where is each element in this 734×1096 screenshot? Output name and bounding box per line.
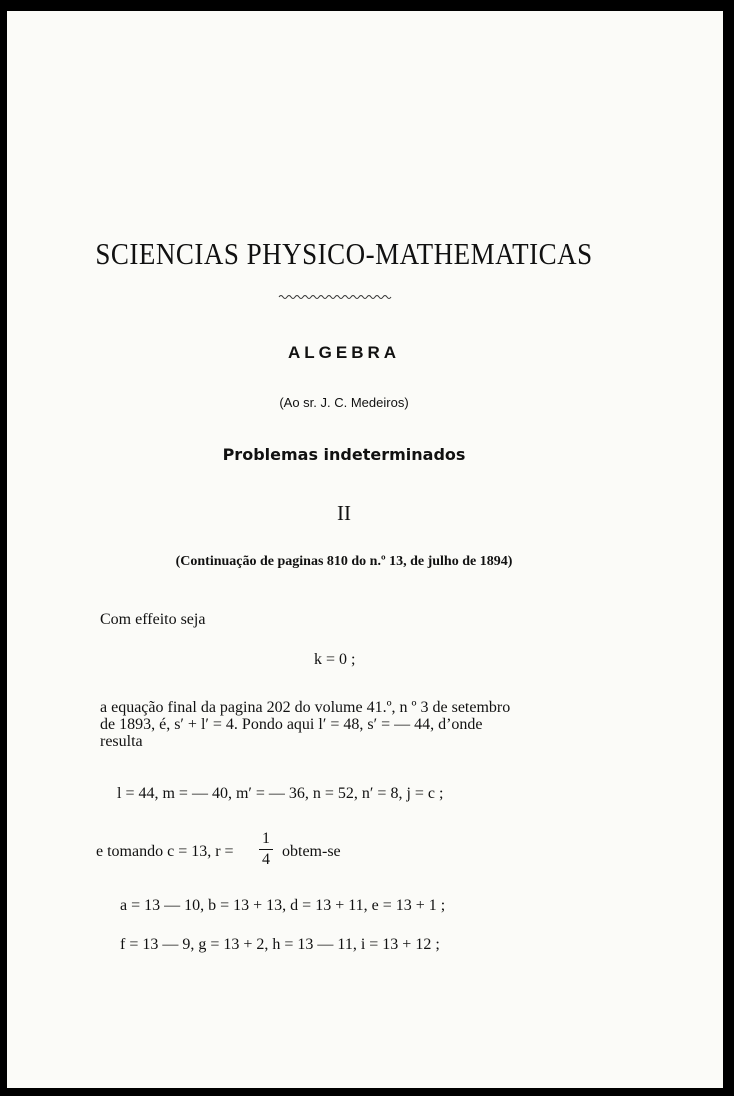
- obtains-text: obtem-se: [282, 843, 341, 860]
- equation-values: l = 44, m = — 40, m′ = — 36, n = 52, n′ = 8, j = c ;: [117, 785, 444, 802]
- part-number: II: [337, 501, 351, 525]
- article-subheading: Problemas indeterminados: [222, 445, 466, 464]
- article-heading: ALGEBRA: [287, 343, 401, 362]
- section-title: SCIENCIAS PHYSICO-MATHEMATICAS: [95, 237, 593, 271]
- continuation-note: (Continuação de paginas 810 do n.º 13, de julho de 1894): [175, 554, 513, 569]
- wavy-rule-ornament: [277, 293, 397, 301]
- dedication: (Ao sr. J. C. Medeiros): [279, 395, 409, 410]
- paragraph-line-1: a equação final da pagina 202 do volume 41.º, n º 3 de setembro: [100, 699, 511, 716]
- intro-text: Com effeito seja: [100, 611, 206, 628]
- page: [7, 11, 723, 1088]
- fraction-denominator: 4: [262, 851, 270, 868]
- fraction-numerator: 1: [262, 830, 270, 847]
- equation-k: k = 0 ;: [314, 651, 356, 668]
- taking-text: e tomando c = 13, r =: [96, 843, 234, 860]
- equation-a-e: a = 13 — 10, b = 13 + 13, d = 13 + 11, e = 13 + 1 ;: [120, 897, 446, 914]
- paragraph-line-2: de 1893, é, s′ + l′ = 4. Pondo aqui l′ = 48, s′ = — 44, d’onde: [100, 716, 483, 733]
- equation-f-i: f = 13 — 9, g = 13 + 2, h = 13 — 11, i = 13 + 12 ;: [120, 936, 440, 953]
- fraction-one-quarter: [259, 830, 273, 869]
- fraction-bar: [259, 849, 273, 850]
- paragraph-line-3: resulta: [100, 733, 143, 750]
